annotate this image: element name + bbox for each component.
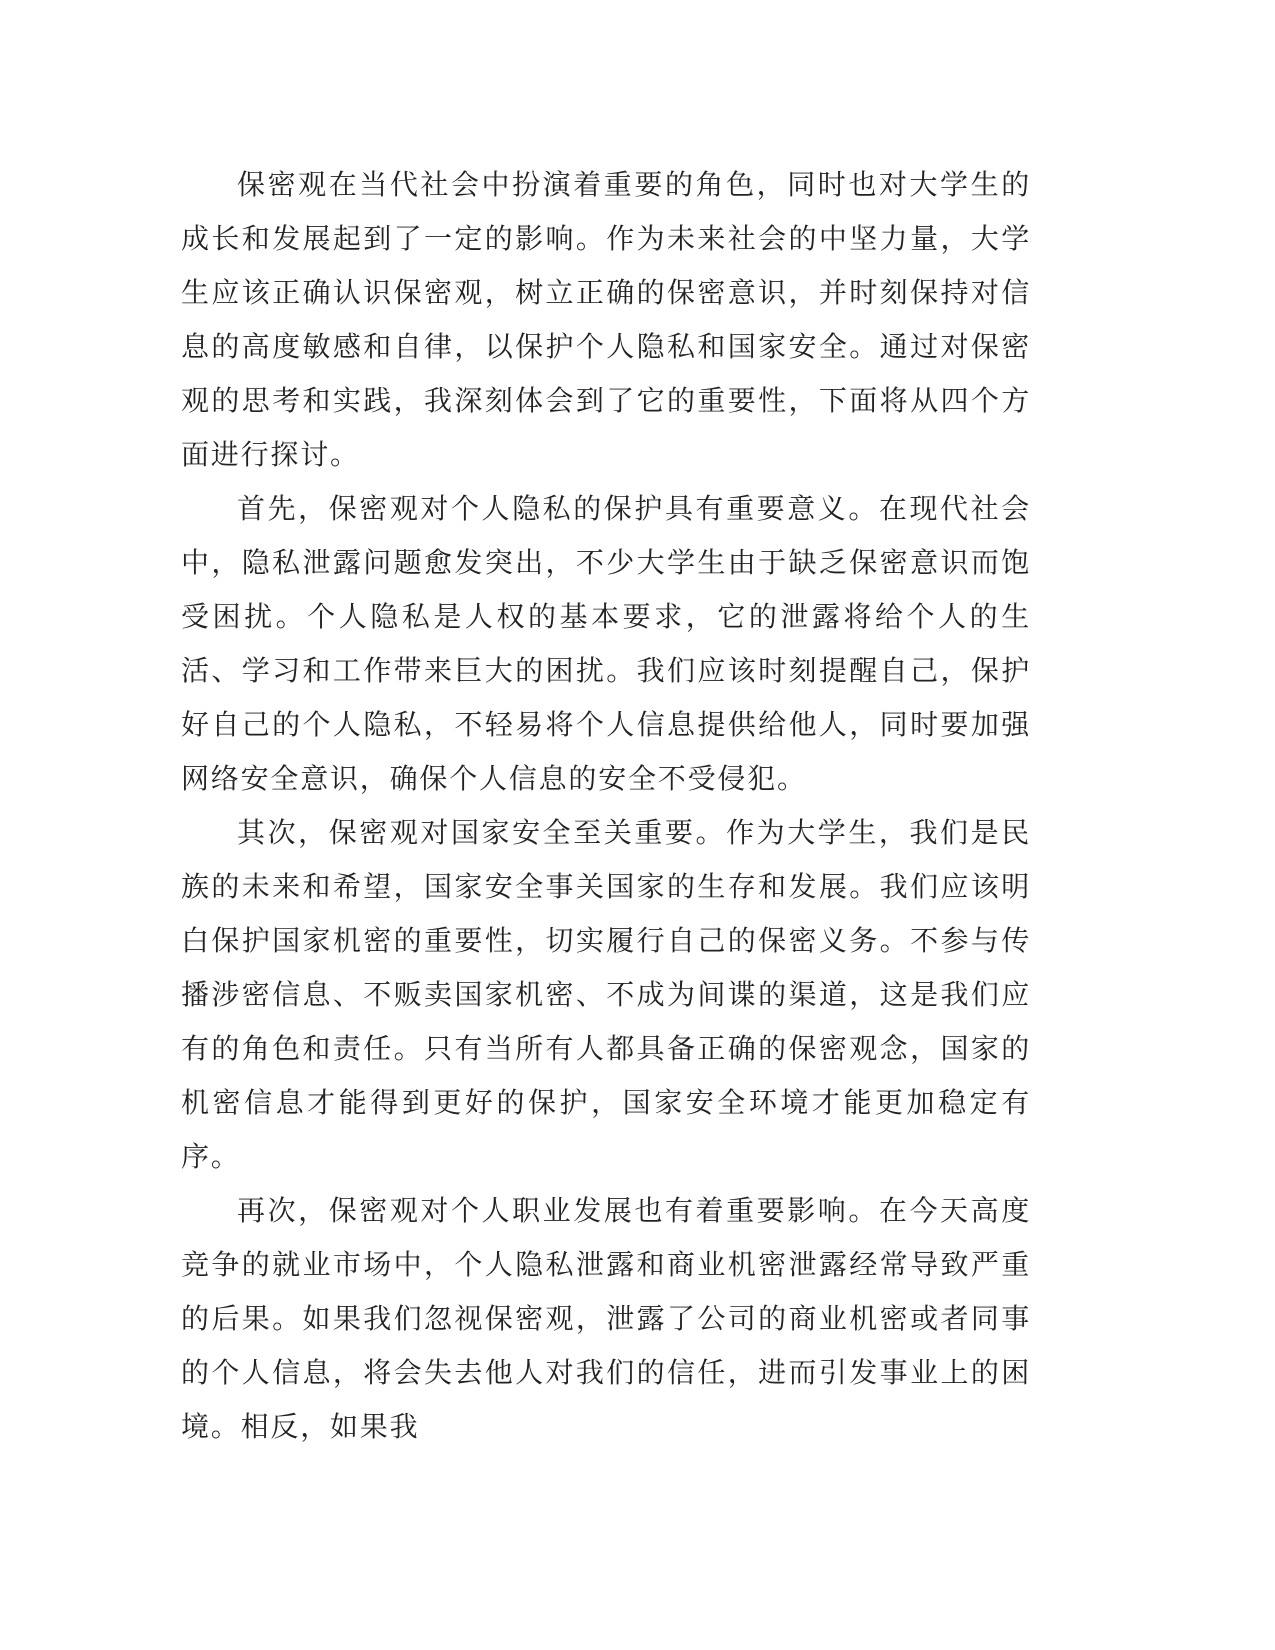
paragraph-national-security: 其次，保密观对国家安全至关重要。作为大学生，我们是民族的未来和希望，国家安全事关国家的生存和发展。我们应该明白保护国家机密的重要性，切实履行自己的保密义务。不参与传播涉密信息、不贩卖国家机密、不成为间谍的渠道，这是我们应有的角色和责任。只有当所有人都具备正确的保密观念，国家的机密信息才能得到更好的保护，国家安全环境才能更加稳定有序。 (181, 816, 1031, 1173)
paragraph-intro: 保密观在当代社会中扮演着重要的角色，同时也对大学生的成长和发展起到了一定的影响。作为未来社会的中坚力量，大学生应该正确认识保密观，树立正确的保密意识，并时刻保持对信息的高度敏感和自律，以保护个人隐私和国家安全。通过对保密观的思考和实践，我深刻体会到了它的重要性，下面将从四个方面进行探讨。 (181, 168, 1031, 471)
document-body (181, 158, 1031, 1454)
paragraph-career-development: 再次，保密观对个人职业发展也有着重要影响。在今天高度竞争的就业市场中，个人隐私泄露和商业机密泄露经常导致严重的后果。如果我们忽视保密观，泄露了公司的商业机密或者同事的个人信息，将会失去他人对我们的信任，进而引发事业上的困境。相反，如果我 (181, 1194, 1031, 1443)
paragraph-personal-privacy: 首先，保密观对个人隐私的保护具有重要意义。在现代社会中，隐私泄露问题愈发突出，不少大学生由于缺乏保密意识而饱受困扰。个人隐私是人权的基本要求，它的泄露将给个人的生活、学习和工作带来巨大的困扰。我们应该时刻提醒自己，保护好自己的个人隐私，不轻易将个人信息提供给他人，同时要加强网络安全意识，确保个人信息的安全不受侵犯。 (181, 492, 1031, 795)
